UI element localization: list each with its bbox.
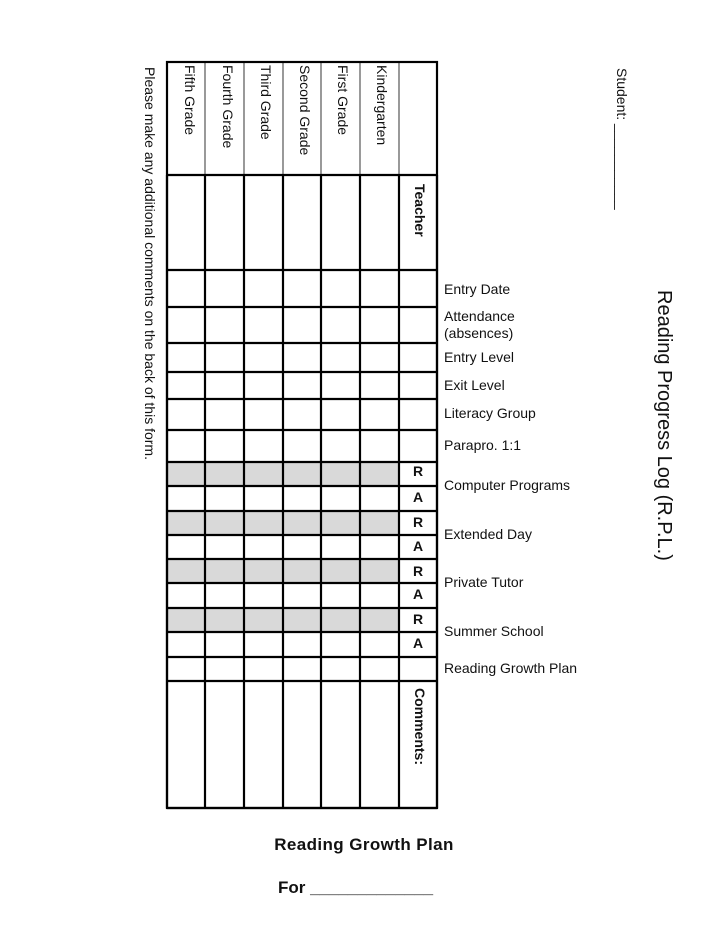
- row-label-exit-level: Exit Level: [444, 377, 505, 393]
- grade-second: Second Grade: [297, 65, 313, 156]
- row-label-private-tutor: Private Tutor: [444, 574, 524, 590]
- ra-marker: R: [412, 514, 424, 530]
- row-label-reading-growth-plan: Reading Growth Plan: [444, 660, 578, 676]
- form-title: Reading Progress Log (R.P.L.): [653, 290, 675, 561]
- ra-marker: R: [412, 611, 424, 627]
- row-label-summer-school: Summer School: [444, 623, 544, 639]
- grade-first: First Grade: [335, 65, 351, 136]
- row-label-literacy-group: Literacy Group: [444, 405, 536, 421]
- comments-note: Please make any additional comments on the back of this form.: [142, 67, 158, 460]
- teacher-header: Teacher: [412, 184, 428, 237]
- ra-marker: A: [412, 538, 424, 554]
- row-label-computer-programs: Computer Programs: [444, 477, 571, 493]
- grade-fourth: Fourth Grade: [220, 65, 236, 149]
- plan-title: Reading Growth Plan: [274, 835, 454, 854]
- row-label-entry-level: Entry Level: [444, 349, 515, 365]
- ra-marker: R: [412, 563, 424, 579]
- comments-header: Comments:: [412, 688, 428, 766]
- row-label-parapro: Parapro. 1:1: [444, 437, 522, 453]
- row-label-extended-day: Extended Day: [444, 526, 532, 542]
- student-field[interactable]: Student: ___________: [614, 68, 630, 210]
- grade-third: Third Grade: [258, 65, 274, 140]
- grade-fifth: Fifth Grade: [182, 65, 198, 136]
- grade-kindergarten: Kindergarten: [374, 65, 390, 146]
- row-label-entry-date: Entry Date: [444, 281, 511, 297]
- ra-marker: A: [412, 489, 424, 505]
- row-label-attendance: Attendance (absences): [444, 308, 515, 341]
- ra-marker: A: [412, 635, 424, 651]
- ra-marker: R: [412, 463, 424, 479]
- plan-for-field[interactable]: For _____________: [278, 878, 434, 897]
- ra-marker: A: [412, 586, 424, 602]
